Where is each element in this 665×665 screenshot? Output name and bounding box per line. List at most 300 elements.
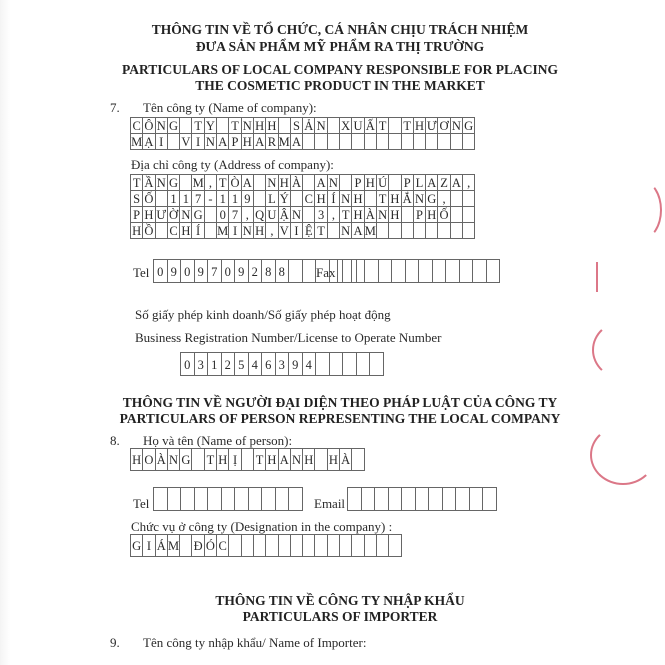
- letter-box[interactable]: [388, 133, 401, 150]
- letter-box[interactable]: Ò: [228, 174, 241, 191]
- letter-box[interactable]: [388, 487, 403, 511]
- letter-box[interactable]: T: [130, 174, 143, 191]
- letter-box[interactable]: 0: [180, 352, 195, 376]
- letter-box[interactable]: [376, 133, 389, 150]
- letter-box[interactable]: Ấ: [364, 117, 377, 134]
- letter-box[interactable]: M: [364, 224, 376, 238]
- letter-box[interactable]: [278, 534, 291, 557]
- letter-box[interactable]: ,: [204, 174, 217, 191]
- letter-box[interactable]: H: [142, 206, 155, 223]
- letter-box[interactable]: 6: [261, 352, 276, 376]
- letter-box[interactable]: T: [191, 117, 204, 134]
- letter-box[interactable]: C: [130, 117, 143, 134]
- letter-box[interactable]: Ú: [376, 174, 389, 191]
- letter-box[interactable]: G: [462, 117, 475, 134]
- letter-box[interactable]: Ố: [142, 190, 155, 207]
- person-name-grid[interactable]: [131, 449, 365, 471]
- letter-box[interactable]: A: [425, 174, 438, 191]
- letter-box[interactable]: [314, 133, 327, 150]
- letter-box[interactable]: À: [155, 448, 168, 471]
- letter-box[interactable]: H: [265, 448, 278, 471]
- letter-box[interactable]: [221, 487, 236, 511]
- letter-box[interactable]: [207, 487, 222, 511]
- person-email-label: Email: [314, 496, 346, 511]
- letter-box[interactable]: [234, 487, 249, 511]
- letter-box[interactable]: M: [131, 135, 143, 149]
- letter-box[interactable]: X: [339, 117, 352, 134]
- letter-box[interactable]: [302, 133, 315, 150]
- letter-box[interactable]: A: [450, 174, 463, 191]
- letter-box[interactable]: T: [204, 448, 217, 471]
- letter-box[interactable]: Ắ: [401, 190, 414, 207]
- letter-box[interactable]: [228, 534, 241, 557]
- letter-box[interactable]: [327, 534, 340, 557]
- letter-box[interactable]: [216, 117, 229, 134]
- letter-box[interactable]: Ố: [437, 206, 450, 223]
- company-tel-label: Tel: [133, 265, 150, 280]
- letter-box[interactable]: [253, 174, 266, 191]
- letter-box[interactable]: 0: [216, 206, 229, 223]
- letter-box[interactable]: 3: [194, 352, 209, 376]
- letter-box[interactable]: A: [216, 133, 229, 150]
- letter-box[interactable]: M: [217, 224, 229, 238]
- section1-title-vi-1: THÔNG TIN VỀ TỔ CHỨC, CÁ NHÂN CHỊU TRÁCH NHIỆM: [151, 22, 529, 37]
- letter-box[interactable]: [450, 206, 463, 223]
- letter-box[interactable]: 9: [241, 190, 254, 207]
- letter-box[interactable]: H: [241, 133, 254, 150]
- letter-box[interactable]: 7: [191, 190, 204, 207]
- letter-box[interactable]: N: [290, 206, 303, 223]
- letter-box[interactable]: 9: [194, 259, 209, 283]
- letter-box[interactable]: V: [179, 133, 192, 150]
- letter-box[interactable]: [369, 352, 384, 376]
- designation-grid[interactable]: [131, 535, 402, 557]
- letter-box[interactable]: [167, 133, 180, 150]
- letter-box[interactable]: I: [191, 133, 204, 150]
- letter-box[interactable]: G: [130, 534, 143, 557]
- letter-box[interactable]: Ư: [156, 208, 167, 222]
- letter-box[interactable]: [261, 487, 276, 511]
- letter-box[interactable]: P: [401, 174, 414, 191]
- letter-box[interactable]: N: [339, 222, 352, 239]
- letter-box[interactable]: H: [253, 222, 266, 239]
- letter-box[interactable]: N: [376, 206, 389, 223]
- letter-box[interactable]: [265, 534, 278, 557]
- letter-box[interactable]: [462, 222, 475, 239]
- letter-box[interactable]: A: [253, 133, 266, 150]
- letter-box[interactable]: Í: [191, 222, 204, 239]
- letter-box[interactable]: 4: [302, 352, 317, 376]
- company-name-label: Tên công ty (Name of company):: [143, 100, 317, 115]
- letter-box[interactable]: [179, 117, 192, 134]
- letter-box[interactable]: A: [314, 174, 327, 191]
- letter-box[interactable]: Z: [437, 174, 450, 191]
- letter-box[interactable]: H: [388, 190, 401, 207]
- letter-box[interactable]: M: [192, 176, 204, 190]
- letter-box[interactable]: [462, 206, 475, 223]
- letter-box[interactable]: 9: [288, 352, 303, 376]
- letter-box[interactable]: L: [265, 190, 278, 207]
- letter-box[interactable]: [425, 133, 438, 150]
- letter-box[interactable]: G: [167, 174, 180, 191]
- letter-box[interactable]: [401, 487, 416, 511]
- letter-box[interactable]: N: [155, 117, 168, 134]
- letter-box[interactable]: Ầ: [142, 174, 155, 191]
- letter-box[interactable]: 8: [261, 259, 276, 283]
- letter-box[interactable]: [248, 487, 263, 511]
- letter-box[interactable]: [339, 133, 352, 150]
- letter-box[interactable]: [415, 487, 430, 511]
- letter-box[interactable]: [376, 534, 389, 557]
- letter-box[interactable]: 1: [207, 352, 222, 376]
- letter-box[interactable]: [314, 448, 327, 471]
- letter-box[interactable]: 2: [248, 259, 263, 283]
- letter-box[interactable]: 3: [275, 352, 290, 376]
- letter-box[interactable]: 0: [153, 259, 168, 283]
- letter-box[interactable]: ,: [327, 206, 340, 223]
- letter-box[interactable]: [155, 222, 168, 239]
- company-name-grid[interactable]: [131, 118, 475, 150]
- letter-box[interactable]: N: [155, 174, 168, 191]
- letter-box[interactable]: N: [327, 174, 340, 191]
- letter-box[interactable]: [450, 222, 463, 239]
- letter-box[interactable]: 9: [234, 259, 249, 283]
- letter-box[interactable]: P: [228, 133, 241, 150]
- letter-box[interactable]: T: [376, 117, 389, 134]
- letter-box[interactable]: Í: [327, 190, 340, 207]
- letter-box[interactable]: [167, 487, 182, 511]
- grid-row: [181, 353, 384, 376]
- person-name-label: Họ và tên (Name of person):: [143, 433, 293, 448]
- letter-box[interactable]: Ư: [426, 119, 437, 133]
- page-edge: [0, 0, 10, 665]
- letter-box[interactable]: -: [204, 190, 217, 207]
- letter-box[interactable]: [361, 487, 376, 511]
- license-label-vi: Số giấy phép kinh doanh/Số giấy phép hoạt động: [135, 307, 391, 322]
- letter-box[interactable]: [462, 190, 475, 207]
- letter-box[interactable]: [472, 259, 487, 283]
- letter-box[interactable]: O: [142, 448, 155, 471]
- letter-box[interactable]: Ị: [228, 448, 241, 471]
- letter-box[interactable]: [302, 174, 315, 191]
- letter-box[interactable]: [486, 259, 501, 283]
- letter-box[interactable]: [191, 448, 204, 471]
- letter-box[interactable]: [290, 534, 303, 557]
- letter-box[interactable]: 1: [228, 190, 241, 207]
- letter-box[interactable]: N: [314, 117, 327, 134]
- letter-box[interactable]: ,: [437, 190, 450, 207]
- grid-row: [131, 134, 475, 150]
- letter-box[interactable]: H: [265, 117, 278, 134]
- letter-box[interactable]: [241, 448, 254, 471]
- letter-box[interactable]: L: [413, 174, 426, 191]
- letter-box[interactable]: [450, 133, 463, 150]
- letter-box[interactable]: [275, 487, 290, 511]
- letter-box[interactable]: [351, 448, 364, 471]
- letter-box[interactable]: [437, 222, 450, 239]
- letter-box[interactable]: H: [351, 190, 364, 207]
- letter-box[interactable]: [339, 534, 352, 557]
- letter-box[interactable]: [388, 222, 401, 239]
- letter-box[interactable]: P: [413, 206, 426, 223]
- letter-box[interactable]: T: [401, 117, 414, 134]
- letter-box[interactable]: T: [339, 206, 352, 223]
- letter-box[interactable]: 7: [228, 206, 241, 223]
- letter-box[interactable]: Ơ: [437, 117, 450, 134]
- letter-box[interactable]: [462, 133, 475, 150]
- letter-box[interactable]: [347, 487, 362, 511]
- letter-box[interactable]: Đ: [191, 534, 204, 557]
- grid-row: [131, 207, 475, 223]
- letter-box[interactable]: [391, 259, 406, 283]
- letter-box[interactable]: T: [216, 174, 229, 191]
- letter-box[interactable]: H: [314, 190, 327, 207]
- letter-box[interactable]: [241, 534, 254, 557]
- letter-box[interactable]: Ệ: [302, 222, 315, 239]
- letter-box[interactable]: P: [130, 206, 143, 223]
- letter-box[interactable]: Ả: [302, 117, 315, 134]
- letter-box[interactable]: [450, 190, 463, 207]
- letter-box[interactable]: G: [425, 190, 438, 207]
- letter-box[interactable]: [469, 487, 484, 511]
- letter-box[interactable]: [432, 259, 447, 283]
- red-stamp-mark: [622, 180, 662, 240]
- letter-box[interactable]: À: [339, 448, 352, 471]
- letter-box[interactable]: [482, 487, 497, 511]
- letter-box[interactable]: N: [167, 448, 180, 471]
- license-grid[interactable]: [181, 353, 384, 376]
- letter-box[interactable]: T: [376, 190, 389, 207]
- letter-box[interactable]: [445, 259, 460, 283]
- letter-box[interactable]: 7: [207, 259, 222, 283]
- section2-title-en: PARTICULARS OF PERSON REPRESENTING THE LOCAL COMPANY: [119, 411, 561, 426]
- letter-box[interactable]: A: [241, 174, 254, 191]
- letter-box[interactable]: H: [425, 206, 438, 223]
- letter-box[interactable]: I: [290, 222, 303, 239]
- letter-box[interactable]: ,: [241, 206, 254, 223]
- letter-box[interactable]: 3: [314, 206, 327, 223]
- letter-box[interactable]: [327, 117, 340, 134]
- letter-box[interactable]: [288, 259, 303, 283]
- grid-row: [131, 175, 475, 191]
- letter-box[interactable]: N: [265, 174, 278, 191]
- letter-box[interactable]: 1: [179, 190, 192, 207]
- letter-box[interactable]: [351, 259, 366, 283]
- letter-box[interactable]: 8: [275, 259, 290, 283]
- letter-box[interactable]: [337, 259, 352, 283]
- letter-box[interactable]: I: [155, 133, 168, 150]
- letter-box[interactable]: [179, 174, 192, 191]
- letter-box[interactable]: [253, 534, 266, 557]
- letter-box[interactable]: H: [278, 174, 291, 191]
- letter-box[interactable]: T: [228, 117, 241, 134]
- letter-box[interactable]: H: [302, 448, 315, 471]
- importer-name-label: Tên công ty nhập khẩu/ Name of Importer:: [143, 635, 367, 650]
- letter-box[interactable]: [288, 487, 303, 511]
- letter-box[interactable]: [179, 534, 192, 557]
- letter-box[interactable]: C: [216, 534, 229, 557]
- letter-box[interactable]: G: [191, 206, 204, 223]
- letter-box[interactable]: [155, 190, 168, 207]
- letter-box[interactable]: H: [130, 222, 143, 239]
- letter-box[interactable]: A: [278, 448, 291, 471]
- letter-box[interactable]: Ó: [204, 534, 217, 557]
- letter-box[interactable]: 2: [221, 352, 236, 376]
- letter-box[interactable]: Y: [204, 117, 217, 134]
- letter-box[interactable]: Ồ: [142, 222, 155, 239]
- letter-box[interactable]: [356, 352, 371, 376]
- letter-box[interactable]: T: [314, 222, 327, 239]
- person-email-grid[interactable]: [348, 488, 497, 511]
- letter-box[interactable]: [413, 133, 426, 150]
- letter-box[interactable]: 1: [216, 190, 229, 207]
- letter-box[interactable]: 0: [221, 259, 236, 283]
- letter-box[interactable]: N: [450, 117, 463, 134]
- letter-box[interactable]: 4: [248, 352, 263, 376]
- letter-box[interactable]: [204, 206, 217, 223]
- letter-box[interactable]: [364, 190, 377, 207]
- letter-box[interactable]: N: [413, 190, 426, 207]
- letter-box[interactable]: H: [179, 222, 192, 239]
- letter-box[interactable]: [351, 534, 364, 557]
- letter-box[interactable]: M: [167, 534, 180, 557]
- letter-box[interactable]: G: [167, 117, 180, 134]
- letter-box[interactable]: [329, 352, 344, 376]
- letter-box[interactable]: N: [290, 448, 303, 471]
- letter-box[interactable]: [459, 259, 474, 283]
- letter-box[interactable]: ,: [462, 174, 475, 191]
- letter-box[interactable]: N: [204, 133, 217, 150]
- letter-box[interactable]: I: [142, 534, 155, 557]
- letter-box[interactable]: G: [179, 448, 192, 471]
- letter-box[interactable]: [401, 133, 414, 150]
- letter-box[interactable]: [302, 206, 315, 223]
- letter-box[interactable]: N: [241, 222, 254, 239]
- letter-box[interactable]: S: [290, 117, 303, 134]
- letter-box[interactable]: H: [216, 448, 229, 471]
- letter-box[interactable]: [388, 117, 401, 134]
- letter-box[interactable]: V: [278, 222, 291, 239]
- letter-box[interactable]: [302, 534, 315, 557]
- letter-box[interactable]: Ậ: [278, 206, 291, 223]
- letter-box[interactable]: [388, 174, 401, 191]
- letter-box[interactable]: H: [327, 448, 340, 471]
- grid-row: [348, 488, 497, 511]
- letter-box[interactable]: [364, 534, 377, 557]
- letter-box[interactable]: 9: [167, 259, 182, 283]
- letter-box[interactable]: [302, 259, 317, 283]
- company-address-grid[interactable]: [131, 175, 475, 239]
- letter-box[interactable]: [364, 259, 379, 283]
- item-number-7: 7.: [110, 100, 120, 115]
- letter-box[interactable]: [204, 222, 217, 239]
- letter-box[interactable]: À: [364, 206, 377, 223]
- letter-box[interactable]: [327, 222, 340, 239]
- letter-box[interactable]: A: [351, 222, 364, 239]
- letter-box[interactable]: [401, 222, 414, 239]
- section1-title-vi-2: ĐƯA SẢN PHẨM MỸ PHẨM RA THỊ TRƯỜNG: [195, 39, 485, 54]
- letter-box[interactable]: H: [388, 206, 401, 223]
- letter-box[interactable]: [327, 133, 340, 150]
- letter-box[interactable]: R: [265, 133, 278, 150]
- person-tel-grid[interactable]: [154, 488, 303, 511]
- letter-box[interactable]: [314, 534, 327, 557]
- letter-box[interactable]: ,: [265, 222, 278, 239]
- letter-box[interactable]: N: [179, 206, 192, 223]
- letter-box[interactable]: H: [364, 174, 377, 191]
- letter-box[interactable]: S: [130, 190, 143, 207]
- grid-row: [131, 449, 365, 471]
- grid-row: [338, 260, 500, 283]
- letter-box[interactable]: C: [302, 190, 315, 207]
- letter-box[interactable]: [194, 487, 209, 511]
- letter-box[interactable]: [388, 534, 401, 557]
- letter-box[interactable]: P: [351, 174, 364, 191]
- letter-box[interactable]: C: [167, 222, 180, 239]
- letter-box[interactable]: H: [130, 448, 143, 471]
- letter-box[interactable]: I: [228, 222, 241, 239]
- letter-box[interactable]: H: [413, 117, 426, 134]
- letter-box[interactable]: [376, 222, 389, 239]
- letter-box[interactable]: H: [253, 117, 266, 134]
- company-fax-label: Fax: [316, 265, 336, 280]
- letter-box[interactable]: Ý: [278, 190, 291, 207]
- letter-box[interactable]: [339, 174, 352, 191]
- letter-box[interactable]: [315, 352, 330, 376]
- letter-box[interactable]: 0: [180, 259, 195, 283]
- letter-box[interactable]: Á: [155, 534, 168, 557]
- letter-box[interactable]: 1: [167, 190, 180, 207]
- letter-box[interactable]: [405, 259, 420, 283]
- letter-box[interactable]: [342, 352, 357, 376]
- letter-box[interactable]: [290, 190, 303, 207]
- letter-box[interactable]: [428, 487, 443, 511]
- letter-box[interactable]: M: [278, 135, 290, 149]
- letter-box[interactable]: [374, 487, 389, 511]
- letter-box[interactable]: [413, 222, 426, 239]
- letter-box[interactable]: [455, 487, 470, 511]
- letter-box[interactable]: U: [351, 117, 364, 134]
- letter-box[interactable]: [180, 487, 195, 511]
- letter-box[interactable]: A: [290, 133, 303, 150]
- red-stamp-mark: [596, 262, 616, 292]
- letter-box[interactable]: [253, 190, 266, 207]
- letter-box[interactable]: [442, 487, 457, 511]
- letter-box[interactable]: Ờ: [167, 206, 180, 223]
- letter-box[interactable]: Ạ: [142, 133, 155, 150]
- letter-box[interactable]: [278, 117, 291, 134]
- letter-box[interactable]: [364, 133, 377, 150]
- letter-box[interactable]: N: [241, 117, 254, 134]
- section3-title-en: PARTICULARS OF IMPORTER: [242, 609, 438, 624]
- letter-box[interactable]: [418, 259, 433, 283]
- letter-box[interactable]: [378, 259, 393, 283]
- letter-box[interactable]: [351, 133, 364, 150]
- letter-box[interactable]: H: [351, 206, 364, 223]
- letter-box[interactable]: U: [265, 206, 278, 223]
- letter-box[interactable]: À: [290, 174, 303, 191]
- letter-box[interactable]: [437, 133, 450, 150]
- letter-box[interactable]: [401, 206, 414, 223]
- letter-box[interactable]: N: [339, 190, 352, 207]
- letter-box[interactable]: Q: [253, 206, 266, 223]
- letter-box[interactable]: [425, 222, 438, 239]
- letter-box[interactable]: [153, 487, 168, 511]
- letter-box[interactable]: T: [253, 448, 266, 471]
- company-fax-grid[interactable]: [338, 260, 500, 283]
- letter-box[interactable]: 5: [234, 352, 249, 376]
- letter-box[interactable]: Ô: [142, 117, 155, 134]
